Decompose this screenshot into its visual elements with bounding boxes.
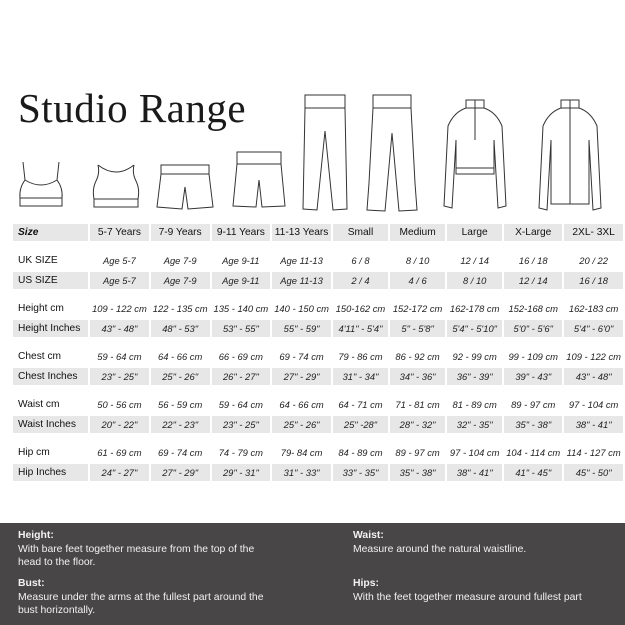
spacer-cell [13, 244, 623, 249]
table-cell: 122 - 135 cm [152, 303, 208, 314]
table-cell: 97 - 104 cm [568, 399, 619, 410]
table-cell: 84 - 89 cm [338, 447, 383, 458]
table-cell: Age 5-7 [103, 255, 136, 266]
leggings-icon [299, 93, 351, 213]
table-cell: 53" - 55" [212, 320, 271, 337]
group-spacer [13, 340, 623, 345]
hips-text-line: With the feet together measure around fullest part [353, 591, 582, 603]
group-spacer [13, 292, 623, 297]
table-cell: 4 / 6 [390, 272, 445, 289]
bust-text-line: Measure under the arms at the fullest part around the [18, 591, 264, 603]
table-header-row [13, 224, 623, 241]
table-cell: 69 - 74 cm [157, 447, 203, 458]
table-cell: 43" - 48" [90, 320, 149, 337]
waist-heading: Waist: [353, 530, 384, 541]
table-cell: 104 - 114 cm [506, 447, 561, 458]
table-cell: 61 - 69 cm [97, 447, 142, 458]
table-cell: 97 - 104 cm [449, 447, 500, 458]
table-cell: 23" - 25" [212, 416, 271, 433]
table-cell: 66 - 69 cm [218, 351, 263, 362]
table-cell: 55" - 59" [272, 320, 331, 337]
table-cell: 8 / 10 [405, 255, 430, 266]
table-row [13, 348, 623, 365]
table-cell: 59 - 64 cm [218, 399, 263, 410]
table-cell: 35" - 38" [504, 416, 562, 433]
table-cell: Age 5-7 [90, 272, 149, 289]
table-cell: 23" - 25" [90, 368, 149, 385]
table-cell: 39" - 43" [504, 368, 562, 385]
bust-instructions [18, 577, 263, 618]
group-spacer [13, 436, 623, 441]
bike-shorts-icon [229, 150, 289, 210]
table-row [13, 368, 623, 385]
size-chart-table [11, 221, 625, 484]
table-row [13, 416, 623, 433]
table-cell: 69 - 74 cm [279, 351, 324, 362]
row-label: Hip cm [18, 447, 50, 458]
table-cell: 74 - 79 cm [218, 447, 263, 458]
zip-jacket-icon [535, 96, 605, 214]
table-cell: 8 / 10 [447, 272, 502, 289]
table-cell: 50 - 56 cm [97, 399, 142, 410]
table-cell: 41" - 45" [504, 464, 562, 481]
spacer-cell [13, 340, 623, 345]
table-cell: 86 - 92 cm [395, 351, 440, 362]
table-row [13, 320, 623, 337]
table-cell: Age 7-9 [163, 255, 197, 266]
table-cell: 29" - 31" [212, 464, 271, 481]
table-cell: 5'4" - 5'10" [447, 320, 502, 337]
table-row [13, 464, 623, 481]
table-cell: 162-183 cm [568, 303, 619, 314]
table-cell: 56 - 59 cm [157, 399, 203, 410]
hips-heading: Hips: [353, 578, 379, 589]
bust-text-line: bust horizontally. [18, 605, 96, 616]
size-column-header-1: 5-7 Years [90, 224, 149, 241]
row-label: Waist Inches [13, 416, 88, 433]
table-cell: 24" - 27" [90, 464, 149, 481]
table-cell: 20 / 22 [579, 255, 608, 266]
table-cell: Age 9-11 [212, 272, 271, 289]
table-row [13, 252, 623, 269]
table-cell: 32" - 35" [447, 416, 502, 433]
spacer-cell [13, 388, 623, 393]
table-row [13, 396, 623, 413]
height-heading: Height: [18, 530, 54, 541]
table-cell: 135 - 140 cm [213, 303, 269, 314]
table-cell: 89 - 97 cm [511, 399, 556, 410]
size-column-header-6: Medium [390, 224, 445, 241]
shorts-icon [155, 163, 215, 211]
size-column-header: Size [13, 224, 88, 241]
table-cell: 64 - 66 cm [157, 351, 203, 362]
height-text-line: With bare feet together measure from the top of the [18, 543, 255, 555]
size-column-header-2: 7-9 Years [151, 224, 210, 241]
table-cell: Age 11-13 [280, 255, 323, 266]
bust-heading: Bust: [18, 578, 45, 589]
table-cell: 162-178 cm [449, 303, 500, 314]
table-cell: 20" - 22" [90, 416, 149, 433]
table-cell: 12 / 14 [460, 255, 489, 266]
table-cell: 38" - 41" [447, 464, 502, 481]
size-column-header-4: 11-13 Years [272, 224, 331, 241]
half-zip-crop-top-icon [440, 96, 510, 211]
height-instructions [18, 529, 254, 570]
group-spacer [13, 244, 623, 249]
row-label: Chest cm [18, 351, 62, 362]
table-cell: 5" - 5'8" [390, 320, 445, 337]
table-cell: 114 - 127 cm [566, 447, 621, 458]
table-cell: 71 - 81 cm [395, 399, 440, 410]
table-cell: 4'11" - 5'4" [333, 320, 388, 337]
table-cell: 2 / 4 [333, 272, 388, 289]
table-cell: 27" - 29" [151, 464, 210, 481]
table-cell: 34" - 36" [390, 368, 445, 385]
table-cell: 89 - 97 cm [395, 447, 440, 458]
size-column-header-5: Small [333, 224, 388, 241]
table-cell: 27" - 29" [272, 368, 331, 385]
table-cell: 5'0" - 5'6" [504, 320, 562, 337]
table-cell: 5'4" - 6'0" [564, 320, 623, 337]
table-cell: 35" - 38" [390, 464, 445, 481]
size-column-header-9: 2XL- 3XL [564, 224, 623, 241]
table-cell: 22" - 23" [151, 416, 210, 433]
group-spacer [13, 388, 623, 393]
table-cell: 12 / 14 [504, 272, 562, 289]
spacer-cell [13, 292, 623, 297]
table-cell: 99 - 109 cm [508, 351, 558, 362]
table-cell: 16 / 18 [564, 272, 623, 289]
table-cell: 25" - 26" [151, 368, 210, 385]
table-cell: 26" - 27" [212, 368, 271, 385]
table-cell: 152-172 cm [392, 303, 443, 314]
size-column-header-3: 9-11 Years [212, 224, 271, 241]
table-cell: 152-168 cm [508, 303, 558, 314]
table-cell: 31" - 33" [272, 464, 331, 481]
flared-leggings-icon [365, 93, 419, 213]
table-cell: 36" - 39" [447, 368, 502, 385]
row-label: Waist cm [18, 399, 60, 410]
table-cell: Age 7-9 [151, 272, 210, 289]
row-label: Hip Inches [13, 464, 88, 481]
table-cell: 45" - 50" [564, 464, 623, 481]
table-cell: 28" - 32" [390, 416, 445, 433]
table-cell: Age 9-11 [222, 255, 260, 266]
table-cell: 43" - 48" [564, 368, 623, 385]
page-title: Studio Range [18, 85, 247, 131]
row-label: UK SIZE [18, 255, 58, 266]
table-cell: 6 / 8 [351, 255, 370, 266]
table-cell: Age 11-13 [272, 272, 331, 289]
row-label: Height cm [18, 303, 64, 314]
hips-instructions [353, 577, 582, 604]
table-cell: 109 - 122 cm [566, 351, 621, 362]
table-row [13, 272, 623, 289]
table-cell: 48" - 53" [151, 320, 210, 337]
table-cell: 38" - 41" [564, 416, 623, 433]
spacer-cell [13, 436, 623, 441]
table-cell: 64 - 71 cm [338, 399, 383, 410]
table-cell: 150-162 cm [335, 303, 386, 314]
table-row [13, 444, 623, 461]
table-cell: 81 - 89 cm [452, 399, 497, 410]
garment-illustrations [0, 0, 625, 215]
table-cell: 59 - 64 cm [97, 351, 142, 362]
table-cell: 64 - 66 cm [279, 399, 324, 410]
size-column-header-8: X-Large [504, 224, 562, 241]
table-cell: 109 - 122 cm [92, 303, 147, 314]
crop-top-icon [86, 163, 146, 209]
table-cell: 16 / 18 [518, 255, 548, 266]
table-cell: 31" - 34" [333, 368, 388, 385]
table-cell: 140 - 150 cm [274, 303, 329, 314]
sports-bra-icon [13, 160, 69, 208]
table-cell: 79 - 86 cm [338, 351, 383, 362]
row-label: Chest Inches [13, 368, 88, 385]
size-column-header-7: Large [447, 224, 502, 241]
row-label: US SIZE [13, 272, 88, 289]
measurement-guide [0, 523, 625, 625]
table-cell: 25" - 26" [272, 416, 331, 433]
table-row [13, 300, 623, 317]
table-cell: 79- 84 cm [280, 447, 323, 458]
table-cell: 92 - 99 cm [452, 351, 497, 362]
waist-text-line: Measure around the natural waistline. [353, 543, 527, 555]
row-label: Height Inches [13, 320, 88, 337]
table-cell: 25" -28" [333, 416, 388, 433]
table-cell: 33" - 35" [333, 464, 388, 481]
waist-instructions [353, 529, 526, 556]
height-text-line: head to the floor. [18, 557, 96, 568]
